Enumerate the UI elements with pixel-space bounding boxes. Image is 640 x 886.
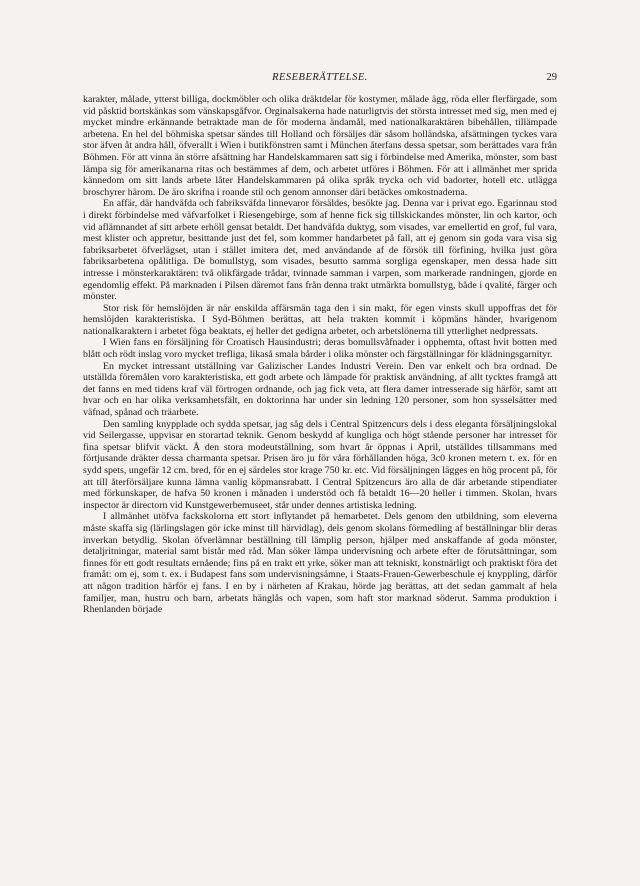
paragraph: En affär, där handväfda och fabriksväfda linnevaror försäldes, besökte jag. Denna var i privat ego. Egarinnau stod i direkt förbindelse med väfvarfolket i Riesengebirge, som af henne fick sig tillskickandes mönster, lin och kartor, och vid aflämnandet af sitt arbete erhöll gensat betaldt. Det handväfda duktyg, som visades, var emellertid en grof, ful vara, mest klister och appretur, besittande just det fel, som kommer handarbetet på fall, att ej genom sin goda vara visa sig fabriksarbetet öfverlägset, utan i stället imitera det, med användande af de försök till förfining, hvilka just göra fabriksarbetena opålitliga. De bomullstyg, som visades, besutto samma sorgliga egenskaper, men dessa hade sitt intresse i mönsterkaraktären: två olikfärgade trådar, tvinnade samman i varpen, som markerade randningen, gjorde en egendomlig effekt. På marknaden i Pilsen däremot fans från denna trakt utmärkta bomullstyg, både i qvalité, färger och mönster. (83, 198, 557, 303)
paragraph: Stor risk för hemslöjden är när enskilda affärsmän taga den i sin makt, för egen vinsts skull uppoffras det för hemslöjden karakteristiska. I Syd-Böhmen berättas, att hela trakten kommit i köpmäns händer, hvarigenom nationalkaraktern i arbetet föga beaktats, ej heller det gedigna arbetet, och arbetslönerna till ytterlighet nedpressats. (83, 302, 557, 337)
paragraph: I Wien fans en försäljning för Croatisch Hausindustri; deras bomullsvåfnader i opphemta, oftast hvit botten med blått och rödt inslag voro mycket trefliga, likaså smala bårder i olika mönster och färgställningar för klädningsgarnityr. (83, 337, 557, 361)
body-text (83, 94, 557, 616)
running-header (83, 72, 557, 86)
paragraph: karakter, målade, ytterst billiga, dockmöbler och olika dräktdelar för kostymer, målade ägg, röda eller flerfärgade, som vid påsktid bortskänkas som vänskapsgåfvor. Orginalsakerna hade naturligtvis det största intresset med sig, men med ej mycket mindre erkännande betraktade man de för moderna ändamål, med nationalkaraktären bibehållen, tillämpade arbetena. En hel del böhmiska spetsar sändes till Holland och försäljes där såsom holländska, afsättningen tyckes vara stor äfven åt andra håll, öfverallt i Wien i butikfönstren samt i München återfans dessa spetsar, som berättades vara från Böhmen. För att vinna än större afsättning har Handelskammaren satt sig i förbindelse med Amerika, mönster, som bast lämpa sig för amerikanarna ritas och bestämmes af dem, och arbetet utföres i Böhmen. För att i allmänhet mer sprida kännedom om sitt lands arbete låter Handelskammaren på olika språk trycka och vid badorter, hotell etc. utlägga broschyrer härom. De äro skrifna i roande stil och genom annonser däri betäckes omkostnaderna. (83, 94, 557, 198)
paragraph: Den samling knypplade och sydda spetsar, jag såg dels i Central Spitzencurs dels i dess eleganta försäljningslokal vid Seilergasse, uppvisar en storartad teknik. Genom beskydd af kungliga och högt stående personer har intresset för fina spetsar blifvit väckt. Å den stora modeutställning, som hvart år öppnas i April, utställdes tillsammans med förtjusande dräkter dessa charmanta spetsar. Prisen äro ju för våra förhållanden höga, 3c0 kronen metern t. ex. för en sydd spets, ungefär 12 cm. bred, för en ej särdeles stor krage 750 kr. etc. Vid försäljningen lägges en hög procent på, för att till återförsäljare kunna lämna vanlig köpmansrabatt. I Central Spitzencurs äro alla de där arbetande stipendiater med förkunskaper, de hafva 50 kronen i månaden i understöd och få betaldt 16—20 heller i timmen. Skolan, hvars inspector är directorn vid Kunstgewerbemuseet, står under dennes artistiska ledning. (83, 418, 557, 511)
paragraph: I allmänhet utöfva fackskolorna ett stort inflytandet på hemarbetet. Dels genom den utbildning, som eleverna måste skaffa sig (lärlingslagen gör icke minst till härvidlag), dels genom skolans förmedling af beställningar blir deras inverkan betydlig. Skolan öfverlämnar beställning till lämplig person, hjälper med anskaffande af goda mönster, detaljritningar, material samt bistår med råd. Man söker lämpa undervisning och arbete efter de förutsättningar, som finnes för ett godt resultats ernående; fins på en trakt ett yrke, söker man att tekniskt, konstnärligt och praktiskt föra det framåt: om ej, som t. ex. i Budapest fans som undervisningsämne, i Staats-Frauen-Gewerbeschule ej knyppling, därför att någon tradition härför ej fans. I en by i närheten af Krakau, hörde jag berättas, att det sedan gammalt af hela familjer, man, hustru och barn, arbetats hänglås och vapen, som haft stor marknad söderut. Samma produktion i Rhenlanden började (83, 511, 557, 616)
page-number: 29 (546, 72, 557, 83)
paragraph: En mycket intressant utställning var Galizischer Landes Industri Verein. Den var enkelt och bra ordnad. De utställda föremålen voro karakteristiska, ett godt arbete och lämpade för praktisk användning, af allt tycktes framgå att det fanns en med tidens kraf väl förtrogen ordnande, och jag fick veta, att flera damer intresserade sig härför, samt att hvar och en har olika verksamhetsfält, en doktorinna har under sin ledning 120 personer, som hon sysselsätter med väfnad, spånad och träarbete. (83, 360, 557, 419)
running-title: RESEBERÄTTELSE. (272, 72, 368, 83)
